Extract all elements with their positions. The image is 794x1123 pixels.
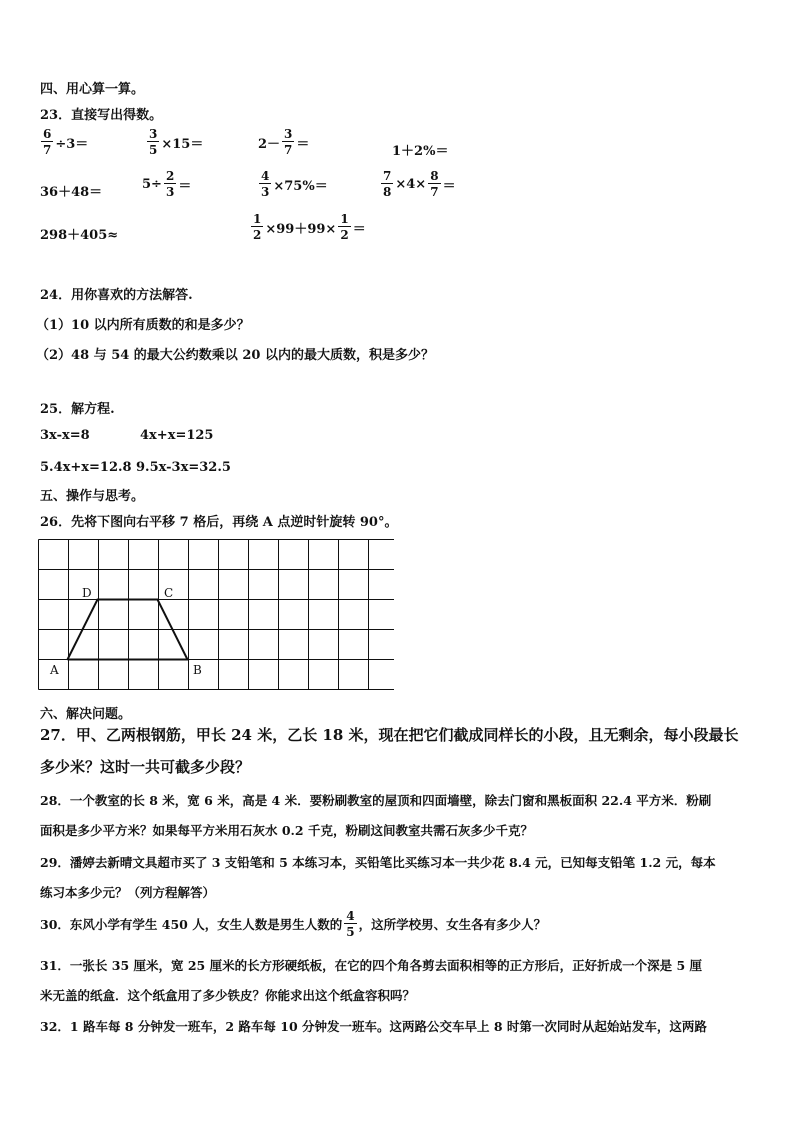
q25-eq-2: 4x+x=125 xyxy=(140,428,214,443)
section-4-title: 四、用心算一算。 xyxy=(40,82,145,97)
q29-line-1: 29．潘婷去新晴文具超市买了 3 支铅笔和 5 本练习本，买铅笔比买练习本一共少花 8.4 元，已知每支铅笔 1.2 元，每本 xyxy=(40,855,716,870)
q23-r3-a: 298＋405≈ xyxy=(40,228,119,243)
q26-grid-figure xyxy=(38,539,394,693)
q27-line-1: 27．甲、乙两根钢筋，甲长 24 米，乙长 18 米，现在把它们截成同样长的小段，且无剩余，每小段最长 xyxy=(40,726,739,744)
q23-r2-b: 5÷ $\frac{2}{3}$ ＝ xyxy=(142,169,192,199)
q23-r1-b: $\frac{3}{5}$ ×15＝ xyxy=(149,127,204,157)
q23-r2-a: 36＋48＝ xyxy=(40,185,103,200)
section-6-title: 六、解决问题。 xyxy=(40,707,132,722)
grid xyxy=(39,540,395,690)
q23-r2-d: $\frac{7}{8}$ ×4× $\frac{8}{7}$ ＝ xyxy=(383,169,456,199)
q23-r3-b: $\frac{1}{2}$ ×99＋99× $\frac{1}{2}$ ＝ xyxy=(253,212,366,242)
q23-r1-d: 1＋2%＝ xyxy=(392,144,449,159)
q31-line-2: 米无盖的纸盒．这个纸盒用了多少铁皮？你能求出这个纸盒容积吗？ xyxy=(40,988,416,1003)
q24-title: 24．用你喜欢的方法解答. xyxy=(40,288,193,303)
point-a-label: A xyxy=(50,663,59,677)
q28-line-1: 28．一个教室的长 8 米，宽 6 米，高是 4 米．要粉刷教室的屋顶和四面墙壁，除去门窗和黑板面积 22.4 平方米．粉刷 xyxy=(40,793,712,808)
q25-eq-4: 9.5x-3x=32.5 xyxy=(136,460,231,475)
q23-title: 23．直接写出得数。 xyxy=(40,108,163,123)
q23-r1-c: 2－ $\frac{3}{7}$ ＝ xyxy=(258,127,310,157)
section-5-title: 五、操作与思考。 xyxy=(40,489,145,504)
q25-title: 25．解方程. xyxy=(40,402,115,417)
q32-line-1: 32．1 路车每 8 分钟发一班车，2 路车每 10 分钟发一班车。这两路公交车早上 8 时第一次同时从起始站发车，这两路 xyxy=(40,1019,707,1034)
point-b-label: B xyxy=(193,663,202,677)
q31-line-1: 31．一张长 35 厘米，宽 25 厘米的长方形硬纸板，在它的四个角各剪去面积相等的正方形后，正好折成一个深是 5 厘 xyxy=(40,958,702,973)
q25-eq-1: 3x-x=8 xyxy=(40,428,90,443)
q23-r2-c: $\frac{4}{3}$ ×75%＝ xyxy=(261,169,328,199)
q26-title: 26．先将下图向右平移 7 格后，再绕 A 点逆时针旋转 90°。 xyxy=(40,515,398,530)
q28-line-2: 面积是多少平方米？如果每平方米用石灰水 0.2 千克，粉刷这间教室共需石灰多少千克？ xyxy=(40,823,533,838)
q29-line-2: 练习本多少元？（列方程解答） xyxy=(40,885,216,900)
q24-part-2: （2）48 与 54 的最大公约数乘以 20 以内的最大质数，积是多少？ xyxy=(36,348,434,363)
q27-line-2: 多少米？这时一共可截多少段？ xyxy=(40,758,251,776)
q25-eq-3: 5.4x+x=12.8 xyxy=(40,460,132,475)
q30: 30．东风小学有学生 450 人，女生人数是男生人数的 $\frac{4}{5}$ ，这所学校男、女生各有多少人？ xyxy=(40,909,547,939)
point-c-label: C xyxy=(164,586,174,600)
q23-r1-a: $\frac{6}{7}$ ÷3＝ xyxy=(43,127,89,157)
point-d-label: D xyxy=(82,586,92,600)
q24-part-1: （1）10 以内所有质数的和是多少？ xyxy=(36,318,250,333)
